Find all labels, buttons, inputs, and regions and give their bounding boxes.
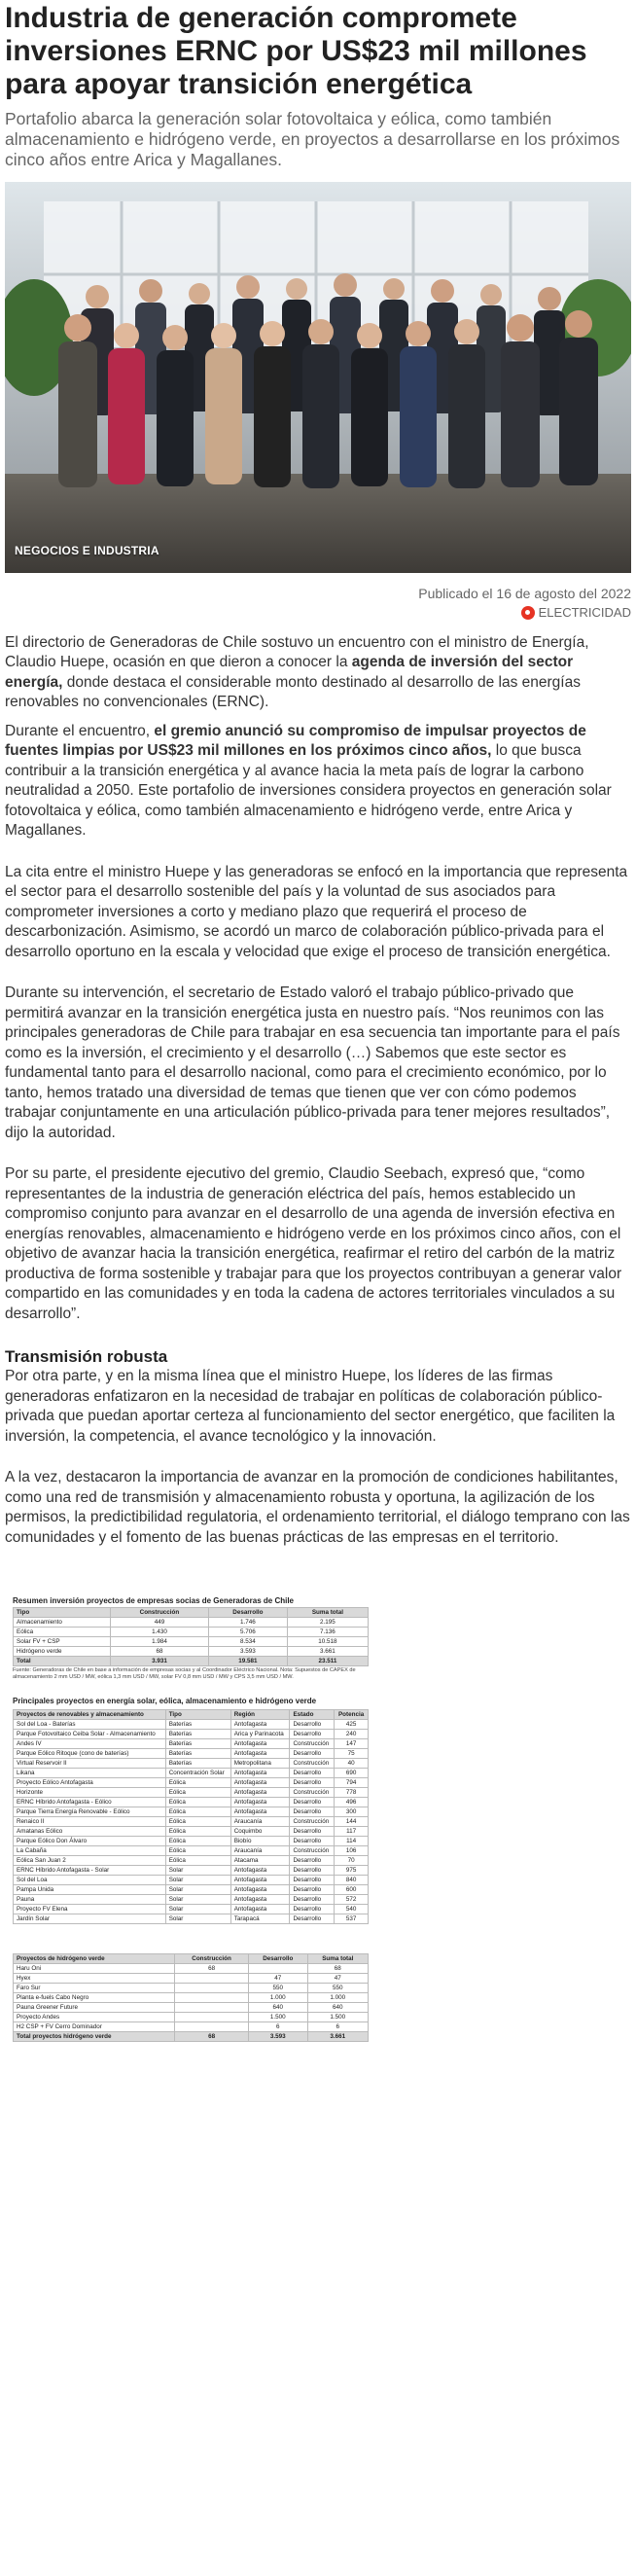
table-cell: Hidrógeno verde <box>14 1647 111 1657</box>
investment-tables <box>5 1596 631 2042</box>
table-cell: Renaico II <box>14 1817 166 1827</box>
table-cell <box>175 1974 249 1984</box>
table-cell: Araucanía <box>230 1817 290 1827</box>
table-cell: Eólica <box>165 1856 230 1866</box>
table-cell: Desarrollo <box>290 1914 335 1924</box>
category-dot-icon <box>521 606 535 620</box>
table-cell: 47 <box>307 1974 368 1984</box>
table-cell <box>175 1993 249 2003</box>
table-cell: Baterías <box>165 1739 230 1749</box>
table-row <box>14 1807 369 1817</box>
column-header: Construcción <box>111 1608 209 1618</box>
column-header: Potencia <box>335 1710 369 1720</box>
total-cell: 3.931 <box>111 1657 209 1666</box>
table-cell: Eólica <box>165 1788 230 1798</box>
paragraph-5: Por su parte, el presidente ejecutivo del gremio, Claudio Seebach, expresó que, “como representantes de la industria de generación eléctrica del país, hemos establecido un compromiso conjunto para avanzar en el desarrollo de una agenda de inversión efectiva en energías renovables, almacenamiento e hidrógeno verde en los próximos cinco años, con el objetivo de avanzar hacia la transición energética, reafirmar el retiro del carbón de la matriz productiva de forma sostenible y trabajar para que los proyectos contribuyan a generar valor compartido en las comunidades y en toda la cadena de actores territoriales vinculados a su desarrollo”. <box>5 1165 622 1322</box>
table-cell: Sol del Loa - Baterías <box>14 1720 166 1730</box>
table-cell: Construcción <box>290 1759 335 1769</box>
table-row <box>14 1637 369 1647</box>
table-cell: Almacenamiento <box>14 1618 111 1628</box>
table-cell: Desarrollo <box>290 1769 335 1778</box>
column-header: Construcción <box>175 1954 249 1964</box>
table-cell: 496 <box>335 1798 369 1807</box>
table-cell: Baterías <box>165 1730 230 1739</box>
table-row <box>14 1837 369 1846</box>
column-header: Tipo <box>165 1710 230 1720</box>
table-cell: Solar <box>165 1914 230 1924</box>
table-cell: Desarrollo <box>290 1905 335 1914</box>
table-header-row <box>14 1954 369 1964</box>
table-cell: 550 <box>248 1984 307 1993</box>
table-cell: 3.661 <box>287 1647 368 1657</box>
table-cell <box>248 1964 307 1974</box>
table-row <box>14 1846 369 1856</box>
table-cell: 640 <box>248 2003 307 2013</box>
table1-note: Fuente: Generadoras de Chile en base a información de empresas socias y al Coordinador Eléctrico Nacional. Nota: Supuestos de CAPEX de almacenamiento 2 mm USD / MW, eólica 1,3 mm USD / MW, solar FV 0,8 mm USD / MW y CPS 3,5 mm USD / MW. <box>13 1667 356 1680</box>
column-header: Región <box>230 1710 290 1720</box>
table-cell: 1.500 <box>248 2013 307 2022</box>
table-cell: 975 <box>335 1866 369 1876</box>
table-cell: 1.500 <box>307 2013 368 2022</box>
table-cell: Desarrollo <box>290 1866 335 1876</box>
table-cell: Desarrollo <box>290 1730 335 1739</box>
column-header: Suma total <box>307 1954 368 1964</box>
table-row <box>14 1817 369 1827</box>
table-cell: Solar <box>165 1895 230 1905</box>
table-cell: 6 <box>248 2022 307 2032</box>
table-cell: Parque Eólico Don Álvaro <box>14 1837 166 1846</box>
table-cell: Pauna <box>14 1895 166 1905</box>
table-cell: Proyecto FV Elena <box>14 1905 166 1914</box>
table-cell: Antofagasta <box>230 1866 290 1876</box>
table-cell: Faro Sur <box>14 1984 175 1993</box>
table-cell: Pampa Unida <box>14 1885 166 1895</box>
group-photo <box>5 182 631 573</box>
table-cell: Desarrollo <box>290 1778 335 1788</box>
table-cell: Araucanía <box>230 1846 290 1856</box>
column-header: Proyectos de hidrógeno verde <box>14 1954 175 1964</box>
table-row <box>14 1759 369 1769</box>
table-row <box>14 1993 369 2003</box>
table-row <box>14 1885 369 1895</box>
p1-text-c: donde destaca el considerable monto destinado al desarrollo de las energías renovables no convencionales (ERNC). <box>5 673 581 710</box>
table-row <box>14 1739 369 1749</box>
table-cell: 6 <box>307 2022 368 2032</box>
table-cell: 75 <box>335 1749 369 1759</box>
table-cell: Biobío <box>230 1837 290 1846</box>
table-cell: Antofagasta <box>230 1905 290 1914</box>
table-cell: Antofagasta <box>230 1749 290 1759</box>
table-cell: 425 <box>335 1720 369 1730</box>
table-row <box>14 1856 369 1866</box>
table-row <box>14 2013 369 2022</box>
table-row <box>14 1895 369 1905</box>
table-cell: Metropolitana <box>230 1759 290 1769</box>
table-cell <box>175 2003 249 2013</box>
paragraph-1 <box>5 633 631 713</box>
category-link[interactable] <box>521 604 631 622</box>
table-cell: 5.706 <box>208 1628 287 1637</box>
table-cell: Construcción <box>290 1788 335 1798</box>
table-cell <box>175 1984 249 1993</box>
table-cell: H2 CSP + FV Cerro Dominador <box>14 2022 175 2032</box>
total-cell: Total proyectos hidrógeno verde <box>14 2032 175 2042</box>
total-cell: 68 <box>175 2032 249 2042</box>
table-row <box>14 1866 369 1876</box>
table-cell: Pauna Greener Future <box>14 2003 175 2013</box>
table-cell: Antofagasta <box>230 1885 290 1895</box>
table-cell: 1.430 <box>111 1628 209 1637</box>
table-cell: Solar <box>165 1905 230 1914</box>
table-cell: Eólica <box>165 1807 230 1817</box>
table-cell: Sol del Loa <box>14 1876 166 1885</box>
category-label: ELECTRICIDAD <box>538 604 631 620</box>
table-cell: Eólica <box>165 1817 230 1827</box>
table-cell: Antofagasta <box>230 1739 290 1749</box>
table-cell: Desarrollo <box>290 1895 335 1905</box>
table-cell: Antofagasta <box>230 1876 290 1885</box>
total-cell: 23.511 <box>287 1657 368 1666</box>
table-cell: Amatanas Eólico <box>14 1827 166 1837</box>
table-cell: 640 <box>307 2003 368 2013</box>
table-cell: 3.593 <box>208 1647 287 1657</box>
table-cell: 8.534 <box>208 1637 287 1647</box>
table-cell: ERNC Híbrido Antofagasta - Eólico <box>14 1798 166 1807</box>
table-cell: 572 <box>335 1895 369 1905</box>
table-cell: 1.000 <box>248 1993 307 2003</box>
table-cell: 449 <box>111 1618 209 1628</box>
paragraph-4: Durante su intervención, el secretario de Estado valoró el trabajo público-privado que permitirá avanzar en la transición energética justa en nuestro país. “Nos reunimos con las principales generadoras de Chile para trabajar en esa secuencia tan importante para el país como es la inversión, el crecimiento y el desarrollo (…) Sabemos que este sector es fundamental tanto para el desarrollo nacional, como para el crecimiento económico, por lo tanto, hemos tratado una diversidad de temas que tienen que ver con cómo podemos trabajar conjuntamente en una articulación público-privada para tener mejores resultados”, dijo la autoridad. <box>5 984 620 1141</box>
table-cell: Eólica <box>165 1778 230 1788</box>
table-cell: 778 <box>335 1788 369 1798</box>
table-row <box>14 1984 369 1993</box>
table-cell: 68 <box>307 1964 368 1974</box>
table-cell: Construcción <box>290 1739 335 1749</box>
table-cell: 600 <box>335 1885 369 1895</box>
table-header-row <box>14 1608 369 1618</box>
table-cell: Desarrollo <box>290 1807 335 1817</box>
p1-bold: agenda de inversión del sector energía, <box>5 654 574 691</box>
column-header: Desarrollo <box>248 1954 307 1964</box>
table-row <box>14 1798 369 1807</box>
table-row <box>14 1730 369 1739</box>
table-cell: Baterías <box>165 1759 230 1769</box>
p2-text-a: Durante el encuentro, <box>5 722 155 739</box>
table-row <box>14 1749 369 1759</box>
table-cell: Solar FV + CSP <box>14 1637 111 1647</box>
table-row <box>14 1788 369 1798</box>
table-cell: Antofagasta <box>230 1769 290 1778</box>
table-cell: 68 <box>175 1964 249 1974</box>
table-cell: Virtual Reservoir II <box>14 1759 166 1769</box>
table-total-row <box>14 1657 369 1666</box>
article-lead: Portafolio abarca la generación solar fotovoltaica y eólica, como también almacenamiento e hidrógeno verde, en proyectos a desarrollarse en los próximos cinco años entre Arica y Magallanes. <box>5 109 620 169</box>
table-row <box>14 1876 369 1885</box>
column-header: Proyectos de renovables y almacenamiento <box>14 1710 166 1720</box>
table-cell: Eólica <box>165 1827 230 1837</box>
paragraph-6: Por otra parte, y en la misma línea que el ministro Huepe, los líderes de las firmas generadoras enfatizaron en la necesidad de trabajar en políticas de colaboración público-privada que puedan aportar certeza al funcionamiento del sector energético, que faciliten la inversión, la competencia, el avance tecnológico y la innovación. <box>5 1368 616 1445</box>
table-cell: Proyecto Andes <box>14 2013 175 2022</box>
hero-image <box>5 182 631 573</box>
p2-text-c: lo que busca contribuir a la transición energética y al avance hacia la meta país de lograr la carbono neutralidad a 2050. Este portafolio de inversiones considera proyectos en generación solar fotovoltaica y eólica, como también almacenamiento e hidrógeno verde, entre Arica y Magallanes. <box>5 742 612 839</box>
table-cell: 144 <box>335 1817 369 1827</box>
table-cell: La Cabaña <box>14 1846 166 1856</box>
table2-title: Principales proyectos en energía solar, eólica, almacenamiento e hidrógeno verde <box>13 1697 317 1705</box>
paragraph-3: La cita entre el ministro Huepe y las generadoras se enfocó en la importancia que representa el sector para el desarrollo sostenible del país y la voluntad de sus asociados para comprometer inversiones a corto y mediano plazo que requerirá el proceso de descarbonización. Asimismo, se acordó un marco de colaboración público-privada para el desarrollo oportuno en la escala y velocidad que exige el proceso de transición energética. <box>5 863 628 960</box>
table-cell: 1.746 <box>208 1618 287 1628</box>
hero-section-tag[interactable]: NEGOCIOS E INDUSTRIA <box>15 544 159 557</box>
table-cell: Solar <box>165 1866 230 1876</box>
column-header: Estado <box>290 1710 335 1720</box>
table-cell: 1.000 <box>307 1993 368 2003</box>
table-cell: Desarrollo <box>290 1885 335 1895</box>
table-row <box>14 1914 369 1924</box>
table-cell: 7.136 <box>287 1628 368 1637</box>
table-total-row <box>14 2032 369 2042</box>
table-cell: 840 <box>335 1876 369 1885</box>
table-cell: Haru Oni <box>14 1964 175 1974</box>
publish-date: Publicado el 16 de agosto del 2022 <box>418 586 631 601</box>
article-body <box>5 633 631 1549</box>
column-header: Suma total <box>287 1608 368 1618</box>
table-cell: 147 <box>335 1739 369 1749</box>
table-cell: Parque Tierra Energía Renovable - Eólico <box>14 1807 166 1817</box>
table-cell: Eólica <box>165 1846 230 1856</box>
table-cell: Tarapacá <box>230 1914 290 1924</box>
table-cell: Planta e-fuels Cabo Negro <box>14 1993 175 2003</box>
table-cell: Construcción <box>290 1846 335 1856</box>
total-cell: 3.661 <box>307 2032 368 2042</box>
table-row <box>14 1647 369 1657</box>
table-row <box>14 1827 369 1837</box>
table-cell: Solar <box>165 1876 230 1885</box>
table-cell: Proyecto Eólico Antofagasta <box>14 1778 166 1788</box>
table-cell: Arica y Parinacota <box>230 1730 290 1739</box>
table-cell: 47 <box>248 1974 307 1984</box>
renewables-table <box>13 1709 369 1924</box>
table-cell: Horizonte <box>14 1788 166 1798</box>
table-cell: Desarrollo <box>290 1837 335 1846</box>
table-row <box>14 2003 369 2013</box>
column-header: Desarrollo <box>208 1608 287 1618</box>
table-cell: 537 <box>335 1914 369 1924</box>
total-cell: 3.593 <box>248 2032 307 2042</box>
table-cell: Construcción <box>290 1817 335 1827</box>
table-cell <box>175 2022 249 2032</box>
table-cell: Desarrollo <box>290 1798 335 1807</box>
table-row <box>14 1974 369 1984</box>
total-cell: Total <box>14 1657 111 1666</box>
table-cell: 40 <box>335 1759 369 1769</box>
table-cell: 1.984 <box>111 1637 209 1647</box>
table-cell: Andes IV <box>14 1739 166 1749</box>
table-row <box>14 1778 369 1788</box>
table-row <box>14 1618 369 1628</box>
table-cell: Desarrollo <box>290 1876 335 1885</box>
table-cell: Eólica <box>14 1628 111 1637</box>
table-cell: Desarrollo <box>290 1720 335 1730</box>
table-cell: 2.195 <box>287 1618 368 1628</box>
table-cell: Baterías <box>165 1749 230 1759</box>
table-cell: Antofagasta <box>230 1788 290 1798</box>
table-cell: 550 <box>307 1984 368 1993</box>
table-row <box>14 1905 369 1914</box>
table-cell: Parque Fotovoltaico Ceiba Solar - Almacenamiento <box>14 1730 166 1739</box>
p1-text-a: El directorio de Generadoras de Chile sostuvo un encuentro con el ministro de Energía, Claudio Huepe, ocasión en que dieron a conocer la <box>5 633 589 670</box>
table-cell: Desarrollo <box>290 1827 335 1837</box>
table-cell: 117 <box>335 1827 369 1837</box>
summary-table <box>13 1607 369 1666</box>
table-cell: Desarrollo <box>290 1856 335 1866</box>
table-cell: 106 <box>335 1846 369 1856</box>
table-cell: 10.518 <box>287 1637 368 1647</box>
table-row <box>14 1769 369 1778</box>
table-cell: 68 <box>111 1647 209 1657</box>
table-cell <box>175 2013 249 2022</box>
table-cell: Eólica San Juan 2 <box>14 1856 166 1866</box>
section-heading: Transmisión robusta <box>5 1347 168 1366</box>
table-cell: Antofagasta <box>230 1798 290 1807</box>
table-cell: Eólica <box>165 1798 230 1807</box>
table-cell: Likana <box>14 1769 166 1778</box>
table-cell: Parque Eólico Ritoque (cono de baterías) <box>14 1749 166 1759</box>
table-cell: Jardín Solar <box>14 1914 166 1924</box>
article-headline: Industria de generación compromete inversiones ERNC por US$23 mil millones para apoyar transición energética <box>5 2 587 100</box>
total-cell: 19.581 <box>208 1657 287 1666</box>
table-cell: 114 <box>335 1837 369 1846</box>
p2-bold: el gremio anunció su compromiso de impulsar proyectos de fuentes limpias por US$23 mil millones en los próximos cinco años, <box>5 722 586 759</box>
table-cell: Coquimbo <box>230 1827 290 1837</box>
table-cell: 300 <box>335 1807 369 1817</box>
table-cell: Desarrollo <box>290 1749 335 1759</box>
paragraph-7: A la vez, destacaron la importancia de avanzar en la promoción de condiciones habilitantes, como una red de transmisión y almacenamiento robusta y oportuna, la agilización de los permisos, la predictibilidad regulatoria, el ordenamiento territorial, el diálogo temprano con las comunidades y el fomento de las buenas prácticas de las empresas en el territorio. <box>5 1469 630 1546</box>
table-row <box>14 1628 369 1637</box>
article-meta <box>5 585 631 622</box>
table-cell: Antofagasta <box>230 1895 290 1905</box>
column-header: Tipo <box>14 1608 111 1618</box>
table-row <box>14 2022 369 2032</box>
table1-title: Resumen inversión proyectos de empresas socias de Generadoras de Chile <box>13 1596 295 1605</box>
table-cell: 794 <box>335 1778 369 1788</box>
table-header-row <box>14 1710 369 1720</box>
table-cell: Solar <box>165 1885 230 1895</box>
table-cell: 70 <box>335 1856 369 1866</box>
table-cell: Antofagasta <box>230 1807 290 1817</box>
table-cell: 690 <box>335 1769 369 1778</box>
table-cell: Eólica <box>165 1837 230 1846</box>
hydrogen-table <box>13 1953 369 2042</box>
table-row <box>14 1720 369 1730</box>
table-cell: Concentración Solar <box>165 1769 230 1778</box>
table-cell: Baterías <box>165 1720 230 1730</box>
table-cell: 240 <box>335 1730 369 1739</box>
table-cell: Hyex <box>14 1974 175 1984</box>
paragraph-2 <box>5 722 631 841</box>
table-cell: Atacama <box>230 1856 290 1866</box>
table-row <box>14 1964 369 1974</box>
table-cell: Antofagasta <box>230 1720 290 1730</box>
table-cell: 540 <box>335 1905 369 1914</box>
table-cell: ERNC Híbrido Antofagasta - Solar <box>14 1866 166 1876</box>
table-cell: Antofagasta <box>230 1778 290 1788</box>
